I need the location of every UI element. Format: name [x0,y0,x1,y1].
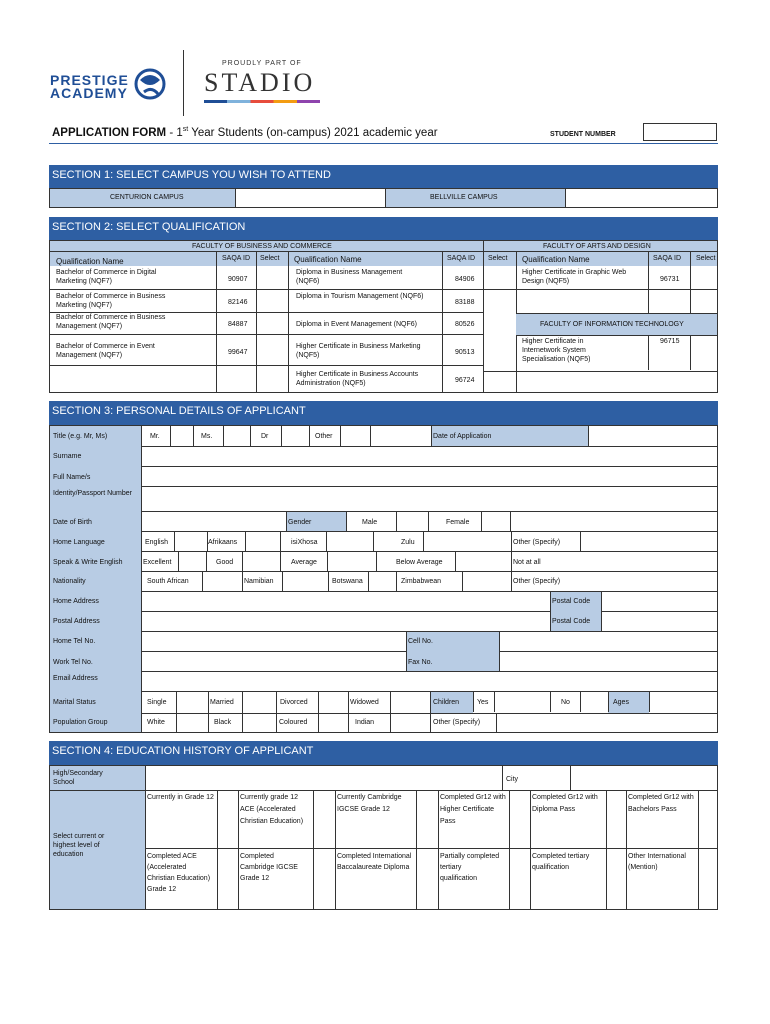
edu-opt-completed-igcse: Completed Cambridge IGCSE Grade 12 [240,853,298,882]
children-yes-label: Yes [477,699,489,706]
qual-digital-marketing: Bachelor of Commerce in Digital Marketing (NQF7) [56,269,157,285]
stadio-logo: STADIO [204,68,316,97]
qual-hc-graphic-web: Higher Certificate in Graphic Web Design (NQF5) [522,269,627,285]
dob-label: Date of Birth [53,519,92,526]
male-label: Male [362,519,378,526]
botswana-label: Botswana [332,578,363,585]
qual-name-header-1: Qualification Name [56,257,124,266]
saqa-82146: 82146 [228,299,248,306]
section4-heading: SECTION 4: EDUCATION HISTORY OF APPLICANT [49,741,718,765]
saqa-99647: 99647 [228,349,248,356]
zimbabwean-label: Zimbabwean [401,578,442,585]
edu-opt-grade12: Currently in Grade 12 [147,794,214,801]
form-title-part2: Year Students (on-campus) 2021 academic year [188,126,438,139]
qual-hc-business-marketing: Higher Certificate in Business Marketing (NQF5) [296,343,421,359]
surname-label: Surname [53,453,82,460]
select-header-3: Select [696,255,716,262]
postal-code-label-1: Postal Code [552,598,591,605]
globe-logo-icon [132,66,168,102]
divorced-label: Divorced [280,699,308,706]
date-of-application-label: Date of Application [433,433,492,440]
form-title-bold: APPLICATION FORM [52,126,167,139]
excellent-label: Excellent [143,559,172,566]
fullname-label: Full Name/s [53,474,91,481]
saqa-header-1: SAQA ID [222,255,251,262]
work-tel-label: Work Tel No. [53,659,93,666]
home-address-label: Home Address [53,598,99,605]
qual-dip-event: Diploma in Event Management (NQF6) [296,321,417,328]
saqa-96731: 96731 [660,276,680,283]
student-number-label: STUDENT NUMBER [550,131,616,138]
edu-opt-completed-tertiary: Completed tertiary qualification [532,853,590,871]
female-label: Female [446,519,470,526]
school-label: High/Secondary School [53,770,103,786]
dr-label: Dr [261,433,269,440]
faculty-business-label: FACULTY OF BUSINESS AND COMMERCE [192,243,332,250]
saqa-80526: 80526 [455,321,475,328]
good-label: Good [216,559,234,566]
title-label: Title (e.g. Mr, Ms) [53,433,108,440]
black-label: Black [214,719,232,726]
bellville-select[interactable] [566,189,717,207]
edu-opt-ace: Currently grade 12 ACE (Accelerated Christian Education) [240,794,304,825]
logo-text-line2: ACADEMY [50,85,128,101]
stadio-color-bar [204,100,320,103]
edu-opt-hc-pass: Completed Gr12 with Higher Certificate Pass [440,794,506,825]
marital-status-label: Marital Status [53,699,96,706]
edu-opt-igcse: Currently Cambridge IGCSE Grade 12 [337,794,402,813]
average-label: Average [291,559,317,566]
home-language-label: Home Language [53,539,105,546]
qual-hc-business-accounts: Higher Certificate in Business Accounts Administration (NQF5) [296,371,419,387]
select-header-2: Select [488,255,508,262]
married-label: Married [210,699,234,706]
qual-business-marketing: Bachelor of Commerce in Business Marketing (NQF7) [56,293,166,309]
home-tel-label: Home Tel No. [53,638,96,645]
logo-text-line1: PRESTIGE [50,72,129,88]
bellville-campus-label: BELLVILLE CAMPUS [430,194,498,201]
faculty-arts-label: FACULTY OF ARTS AND DESIGN [543,243,651,250]
edu-opt-other-international: Other International (Mention) [628,853,686,871]
indian-label: Indian [355,719,375,726]
english-label: English [145,539,168,546]
campus-row [49,188,718,208]
postal-address-label: Postal Address [53,618,100,625]
select-level-label: Select current or highest level of education [53,833,105,858]
saqa-84887: 84887 [228,321,248,328]
qual-event-management-bcom: Bachelor of Commerce in Event Management (NQF7) [56,343,155,359]
postal-code-label-2: Postal Code [552,618,591,625]
afrikaans-label: Afrikaans [208,539,238,546]
nationality-label: Nationality [53,578,86,585]
widowed-label: Widowed [350,699,379,706]
id-number-label: Identity/Passport Number [53,490,132,497]
edu-opt-bachelors-pass: Completed Gr12 with Bachelors Pass [628,794,694,813]
below-average-label: Below Average [396,559,443,566]
edu-opt-ib-diploma: Completed International Baccalaureate Diploma [337,853,412,871]
speak-english-label: Speak & Write English [53,559,123,566]
faculty-it-label: FACULTY OF INFORMATION TECHNOLOGY [540,321,684,328]
qual-name-header-3: Qualification Name [522,255,590,264]
qualification-table [49,240,718,393]
qual-hc-internetwork: Higher Certificate in Internetwork System Specialisation (NQF5) [522,338,591,363]
saqa-90907: 90907 [228,276,248,283]
qual-dip-tourism: Diploma in Tourism Management (NQF6) [296,293,424,300]
edu-opt-partial-tertiary: Partially completed tertiary qualification [440,853,500,882]
proudly-part-of: PROUDLY PART OF [222,60,302,67]
email-label: Email Address [53,675,98,682]
saqa-96724: 96724 [455,377,475,384]
children-label: Children [433,699,460,706]
form-title [52,126,438,139]
qual-dip-business-mgmt: Diploma in Business Management (NQF6) [296,269,403,285]
cell-no-label: Cell No. [408,638,433,645]
pop-other-label: Other (Specify) [433,719,481,726]
other-label: Other [315,433,333,440]
fax-no-label: Fax No. [408,659,433,666]
edu-opt-completed-ace: Completed ACE (Accelerated Christian Education) Grade 12 [147,853,211,893]
section1-heading: SECTION 1: SELECT CAMPUS YOU WISH TO ATTEND [49,165,718,188]
city-label: City [506,776,519,783]
centurion-campus-label: CENTURION CAMPUS [110,194,184,201]
edu-opt-diploma-pass: Completed Gr12 with Diploma Pass [532,794,598,813]
section3-heading: SECTION 3: PERSONAL DETAILS OF APPLICANT [49,401,718,425]
isixhosa-label: isiXhosa [291,539,318,546]
title-underline [49,143,718,144]
personal-details-table [49,425,718,733]
saqa-83188: 83188 [455,299,475,306]
saqa-header-3: SAQA ID [653,255,682,262]
not-at-all-label: Not at all [513,559,541,566]
form-title-sup: st [182,126,189,133]
student-number-field[interactable] [643,123,717,141]
qual-name-header-2: Qualification Name [294,255,362,264]
prestige-logo [50,70,170,110]
population-group-label: Population Group [53,719,108,726]
form-title-part: - 1 [166,126,183,139]
ms-label: Ms. [201,433,213,440]
namibian-label: Namibian [244,578,274,585]
single-label: Single [147,699,167,706]
centurion-select[interactable] [236,189,386,207]
saqa-90513: 90513 [455,349,475,356]
ages-label: Ages [613,699,629,706]
children-no-label: No [561,699,570,706]
zulu-label: Zulu [401,539,415,546]
qual-business-management: Bachelor of Commerce in Business Management (NQF7) [56,314,166,330]
mr-label: Mr. [150,433,160,440]
saqa-96715: 96715 [660,338,680,345]
coloured-label: Coloured [279,719,308,726]
header-divider [183,50,184,116]
saqa-header-2: SAQA ID [447,255,476,262]
nationality-other-label: Other (Specify) [513,578,561,585]
education-table [49,765,718,910]
section2-heading: SECTION 2: SELECT QUALIFICATION [49,217,718,240]
white-label: White [147,719,165,726]
saqa-84906: 84906 [455,276,475,283]
south-african-label: South African [147,578,189,585]
home-language-other-label: Other (Specify) [513,539,561,546]
select-header-1: Select [260,255,280,262]
gender-label: Gender [288,519,312,526]
